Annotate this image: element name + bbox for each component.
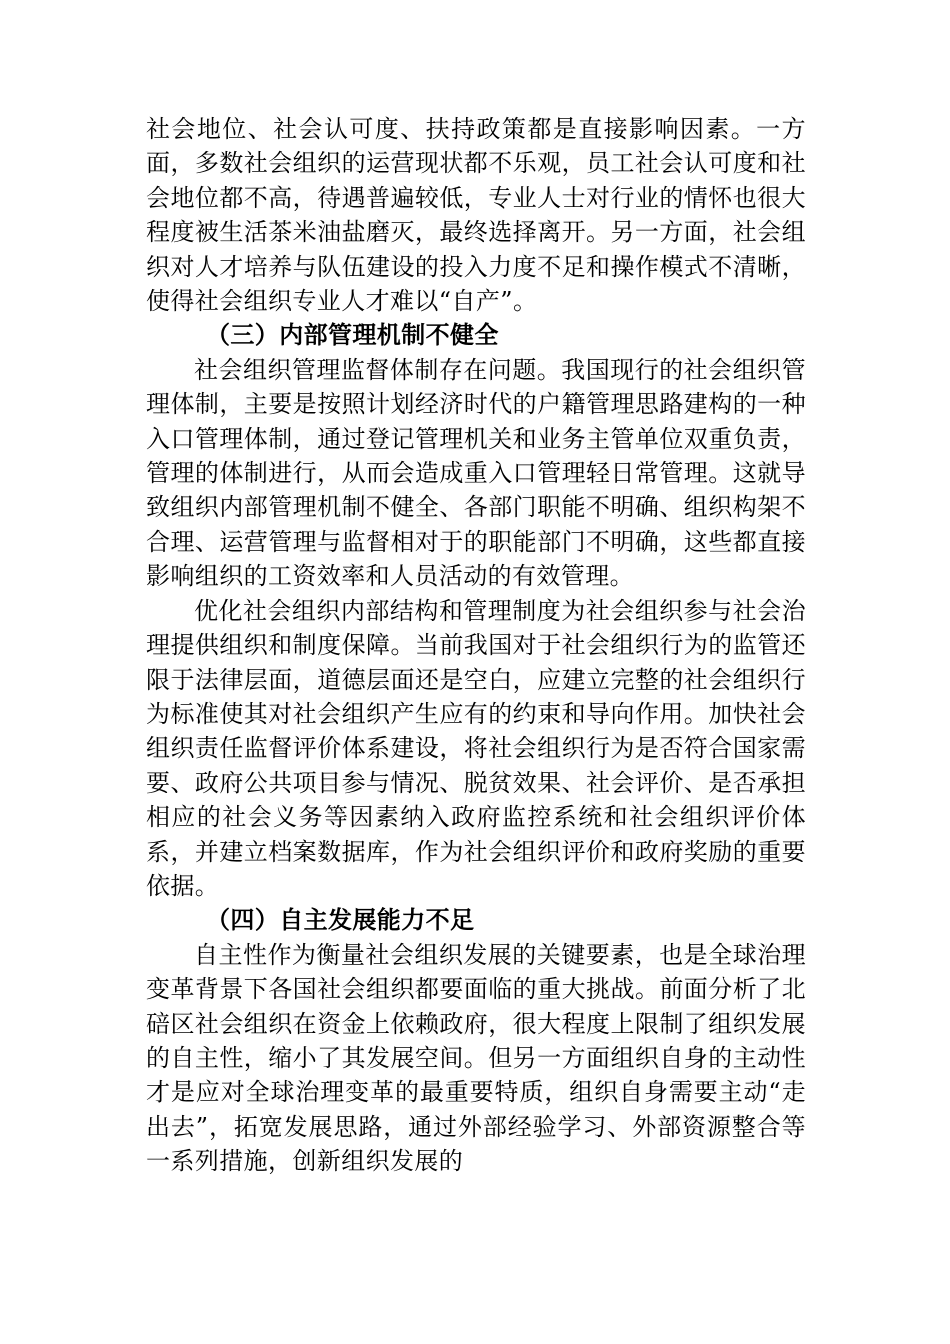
document-page — [146, 112, 806, 1179]
paragraph-talent-factors: 社会地位、社会认可度、扶持政策都是直接影响因素。一方面，多数社会组织的运营现状都不乐观，员工社会认可度和社会地位都不高，待遇普遍较低，专业人士对行业的情怀也很大程度被生活茶米油盐磨灭，最终选择离开。另一方面，社会组织对人才培养与队伍建设的投入力度不足和操作模式不清晰，使得社会组织专业人才难以“自产”。 — [146, 115, 806, 316]
paragraph-supervision-system: 社会组织管理监督体制存在问题。我国现行的社会组织管理体制，主要是按照计划经济时代的户籍管理思路建构的一种入口管理体制，通过登记管理机关和业务主管单位双重负责，管理的体制进行，从而会造成重入口管理轻日常管理。这就导致组织内部管理机制不健全、各部门职能不明确、组织构架不合理、运营管理与监督相对于的职能部门不明确，这些都直接影响组织的工资效率和人员活动的有效管理。 — [146, 355, 806, 591]
section-heading-3: （三）内部管理机制不健全 — [206, 320, 499, 350]
paragraph-optimize-structure: 优化社会组织内部结构和管理制度为社会组织参与社会治理提供组织和制度保障。当前我国对于社会组织行为的监管还限于法律层面，道德层面还是空白，应建立完整的社会组织行为标准使其对社会组织产生应有的约束和导向作用。加快社会组织责任监督评价体系建设，将社会组织行为是否符合国家需要、政府公共项目参与情况、脱贫效果、社会评价、是否承担相应的社会义务等因素纳入政府监控系统和社会组织评价体系，并建立档案数据库，作为社会组织评价和政府奖励的重要依据。 — [146, 596, 806, 900]
paragraph-autonomy: 自主性作为衡量社会组织发展的关键要素，也是全球治理变革背景下各国社会组织都要面临的重大挑战。前面分析了北碚区社会组织在资金上依赖政府，很大程度上限制了组织发展的自主性，缩小了其发展空间。但另一方面组织自身的主动性才是应对全球治理变革的最重要特质，组织自身需要主动“走出去”，拓宽发展思路，通过外部经验学习、外部资源整合等一系列措施，创新组织发展的 — [146, 940, 806, 1176]
section-heading-4: （四）自主发展能力不足 — [206, 905, 475, 935]
